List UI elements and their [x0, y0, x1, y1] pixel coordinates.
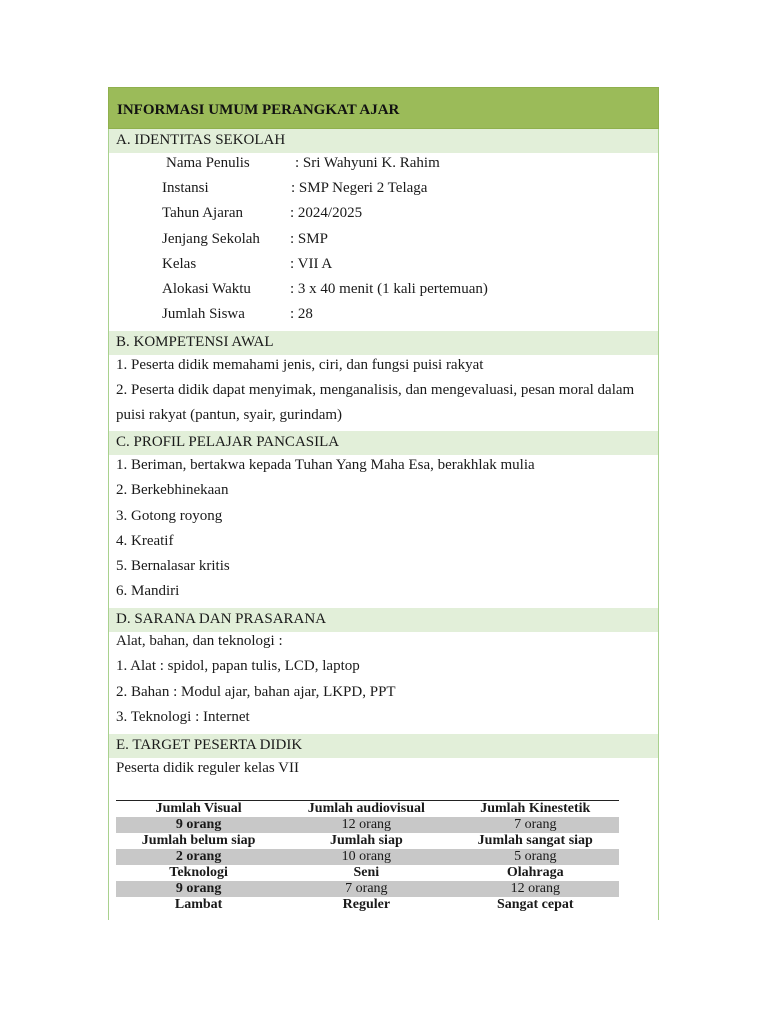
table-row	[116, 817, 619, 833]
table-cell: 2 orang	[116, 849, 281, 865]
table-cell: 10 orang	[281, 849, 451, 865]
section-header-kompetensi	[109, 331, 658, 355]
identity-value: : VII A	[290, 256, 333, 272]
section-title: E. TARGET PESERTA DIDIK	[116, 737, 303, 753]
table-cell: 7 orang	[452, 817, 619, 833]
table-row	[116, 865, 619, 881]
list-item: 1. Peserta didik memahami jenis, ciri, dan fungsi puisi rakyat	[116, 357, 484, 373]
section-header-profil	[109, 431, 658, 455]
list-item: puisi rakyat (pantun, syair, gurindam)	[116, 407, 343, 423]
table-cell: Olahraga	[506, 865, 564, 880]
table-cell: Seni	[353, 865, 380, 880]
section-header-identitas	[109, 129, 658, 153]
identity-value: : 28	[290, 306, 313, 322]
list-item: 1. Alat : spidol, papan tulis, LCD, laptop	[116, 658, 360, 674]
table-cell: Jumlah Visual	[116, 801, 281, 818]
section-header-sarana	[109, 608, 658, 632]
table-cell: 5 orang	[452, 849, 619, 865]
table-cell: Lambat	[174, 897, 223, 912]
table-cell: Jumlah siap	[329, 833, 403, 848]
identity-key: Instansi	[162, 180, 209, 196]
student-stats-table	[116, 800, 619, 913]
table-cell: Reguler	[342, 897, 391, 912]
table-cell: Teknologi	[169, 865, 228, 880]
section-title: D. SARANA DAN PRASARANA	[116, 611, 327, 627]
table-cell: 12 orang	[452, 881, 619, 897]
list-item: 2. Peserta didik dapat menyimak, menganalisis, dan mengevaluasi, pesan moral dalam	[116, 382, 635, 398]
list-item: Alat, bahan, dan teknologi :	[116, 633, 283, 649]
section-title: C. PROFIL PELAJAR PANCASILA	[116, 434, 340, 450]
identity-key: Kelas	[162, 256, 197, 272]
list-item: 2. Berkebhinekaan	[116, 482, 229, 498]
page-title: INFORMASI UMUM PERANGKAT AJAR	[117, 102, 400, 118]
list-item: 6. Mandiri	[116, 583, 180, 599]
identity-key: Alokasi Waktu	[162, 281, 251, 297]
list-item: 1. Beriman, bertakwa kepada Tuhan Yang Maha Esa, berakhlak mulia	[116, 457, 535, 473]
table-cell: 12 orang	[281, 817, 451, 833]
table-row	[116, 849, 619, 865]
list-item: 5. Bernalasar kritis	[116, 558, 230, 574]
table-cell: 7 orang	[281, 881, 451, 897]
list-item: 4. Kreatif	[116, 533, 174, 549]
target-intro: Peserta didik reguler kelas VII	[116, 760, 299, 776]
identity-key: Jenjang Sekolah	[162, 231, 260, 247]
section-title: B. KOMPETENSI AWAL	[116, 334, 274, 350]
identity-value: : Sri Wahyuni K. Rahim	[295, 155, 440, 171]
table-cell: Jumlah belum siap	[141, 833, 256, 848]
section-title: A. IDENTITAS SEKOLAH	[116, 132, 286, 148]
table-cell: Jumlah audiovisual	[281, 801, 451, 818]
identity-value: : 2024/2025	[290, 205, 363, 221]
list-item: 2. Bahan : Modul ajar, bahan ajar, LKPD, PPT	[116, 684, 396, 700]
table-row	[116, 833, 619, 849]
identity-value: : 3 x 40 menit (1 kali pertemuan)	[290, 281, 488, 297]
identity-value: : SMP	[290, 231, 328, 247]
identity-key: Nama Penulis	[166, 155, 250, 171]
table-row	[116, 897, 619, 913]
table-cell: Sangat cepat	[496, 897, 574, 912]
list-item: 3. Gotong royong	[116, 508, 223, 524]
table-row	[116, 881, 619, 897]
table-cell: 9 orang	[116, 817, 281, 833]
table-cell: Jumlah Kinestetik	[452, 801, 619, 818]
identity-key: Tahun Ajaran	[162, 205, 244, 221]
table-row	[116, 801, 619, 818]
table-cell: Jumlah sangat siap	[477, 833, 593, 848]
section-header-target	[109, 734, 658, 758]
table-cell: 9 orang	[116, 881, 281, 897]
identity-value: : SMP Negeri 2 Telaga	[291, 180, 428, 196]
list-item: 3. Teknologi : Internet	[116, 709, 250, 725]
header-bar	[108, 87, 659, 129]
identity-key: Jumlah Siswa	[162, 306, 245, 322]
